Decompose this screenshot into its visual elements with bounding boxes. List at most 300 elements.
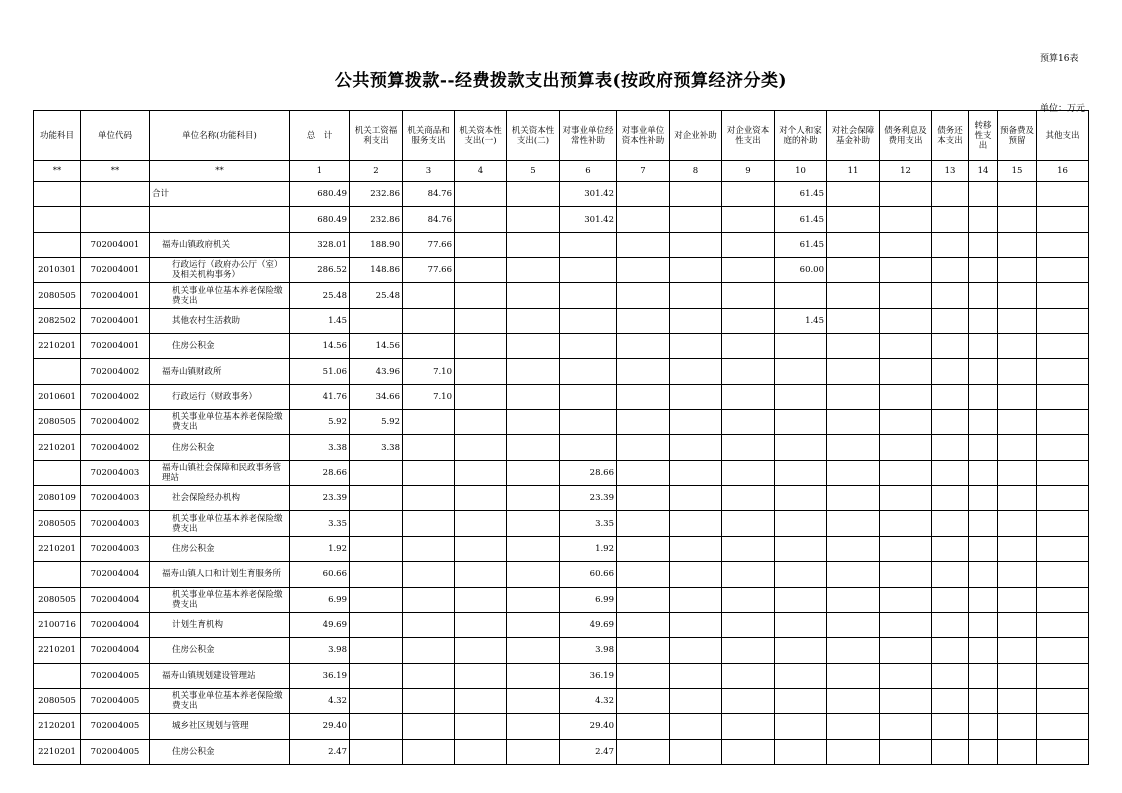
- reserve-cell: [998, 739, 1037, 764]
- function-code-cell: [34, 207, 81, 232]
- unit-code-cell: 702004004: [81, 562, 150, 587]
- institution-subsidy-cell: [560, 359, 617, 384]
- debt-principal-cell: [932, 486, 969, 511]
- unit-code-cell: 702004005: [81, 714, 150, 739]
- enterprise-capital-cell: [722, 739, 775, 764]
- column-index: 16: [1037, 161, 1089, 182]
- debt-interest-cell: [880, 258, 932, 283]
- header-row: [34, 111, 1089, 161]
- social-security-cell: [827, 562, 880, 587]
- wage-welfare-cell: [350, 486, 403, 511]
- unit-name-cell: 福寿山镇社会保障和民政事务管理站: [150, 460, 290, 485]
- function-code-cell: 2120201: [34, 714, 81, 739]
- budget-table: [33, 110, 1089, 765]
- debt-principal-cell: [932, 638, 969, 663]
- capital-1-cell: [455, 232, 507, 257]
- unit-code-cell: [81, 207, 150, 232]
- total-cell: 1.45: [290, 308, 350, 333]
- wage-welfare-cell: 188.90: [350, 232, 403, 257]
- social-security-cell: [827, 258, 880, 283]
- social-security-cell: [827, 511, 880, 536]
- enterprise-capital-cell: [722, 308, 775, 333]
- table-row: [34, 384, 1089, 409]
- reserve-cell: [998, 562, 1037, 587]
- unit-name-cell: 城乡社区规划与管理: [150, 714, 290, 739]
- unit-name-cell: 机关事业单位基本养老保险缴费支出: [150, 587, 290, 612]
- unit-code-cell: 702004001: [81, 308, 150, 333]
- unit-code-cell: 702004004: [81, 638, 150, 663]
- total-cell: 680.49: [290, 182, 350, 207]
- column-index: 8: [670, 161, 722, 182]
- enterprise-subsidy-cell: [670, 612, 722, 637]
- capital-1-cell: [455, 258, 507, 283]
- table-row: [34, 688, 1089, 713]
- institution-subsidy-cell: 1.92: [560, 536, 617, 561]
- transfer-cell: [969, 334, 998, 359]
- personal-subsidy-cell: [775, 562, 827, 587]
- enterprise-subsidy-cell: [670, 688, 722, 713]
- enterprise-capital-cell: [722, 232, 775, 257]
- unit-code-cell: 702004005: [81, 688, 150, 713]
- function-code-cell: 2010601: [34, 384, 81, 409]
- form-number: 预算16表: [1040, 54, 1079, 64]
- debt-principal-cell: [932, 612, 969, 637]
- enterprise-subsidy-cell: [670, 410, 722, 435]
- goods-services-cell: [403, 714, 455, 739]
- institution-subsidy-cell: 49.69: [560, 612, 617, 637]
- unit-code-cell: 702004001: [81, 258, 150, 283]
- wage-welfare-cell: [350, 663, 403, 688]
- total-cell: 60.66: [290, 562, 350, 587]
- capital-1-cell: [455, 688, 507, 713]
- wage-welfare-cell: [350, 587, 403, 612]
- social-security-cell: [827, 460, 880, 485]
- personal-subsidy-cell: [775, 410, 827, 435]
- capital-1-cell: [455, 638, 507, 663]
- capital-1-cell: [455, 410, 507, 435]
- column-header: 对社会保障基金补助: [827, 111, 880, 161]
- unit-name-cell: 机关事业单位基本养老保险缴费支出: [150, 688, 290, 713]
- function-code-cell: 2210201: [34, 739, 81, 764]
- function-code-cell: 2210201: [34, 334, 81, 359]
- institution-capital-cell: [617, 207, 670, 232]
- enterprise-capital-cell: [722, 612, 775, 637]
- goods-services-cell: [403, 739, 455, 764]
- reserve-cell: [998, 308, 1037, 333]
- personal-subsidy-cell: [775, 688, 827, 713]
- column-index: 6: [560, 161, 617, 182]
- transfer-cell: [969, 612, 998, 637]
- debt-interest-cell: [880, 612, 932, 637]
- personal-subsidy-cell: [775, 359, 827, 384]
- unit-name-cell: 住房公积金: [150, 334, 290, 359]
- capital-2-cell: [507, 359, 560, 384]
- capital-1-cell: [455, 283, 507, 308]
- total-cell: 3.35: [290, 511, 350, 536]
- capital-2-cell: [507, 714, 560, 739]
- debt-interest-cell: [880, 663, 932, 688]
- total-cell: 3.98: [290, 638, 350, 663]
- enterprise-capital-cell: [722, 359, 775, 384]
- capital-2-cell: [507, 739, 560, 764]
- reserve-cell: [998, 182, 1037, 207]
- other-cell: [1037, 308, 1089, 333]
- transfer-cell: [969, 739, 998, 764]
- debt-interest-cell: [880, 536, 932, 561]
- capital-2-cell: [507, 207, 560, 232]
- function-code-cell: 2080505: [34, 688, 81, 713]
- other-cell: [1037, 460, 1089, 485]
- goods-services-cell: 77.66: [403, 258, 455, 283]
- function-code-cell: 2210201: [34, 638, 81, 663]
- other-cell: [1037, 384, 1089, 409]
- table-row: [34, 663, 1089, 688]
- reserve-cell: [998, 511, 1037, 536]
- social-security-cell: [827, 663, 880, 688]
- column-header: 对企业补助: [670, 111, 722, 161]
- enterprise-capital-cell: [722, 587, 775, 612]
- table-row: [34, 232, 1089, 257]
- enterprise-capital-cell: [722, 283, 775, 308]
- reserve-cell: [998, 359, 1037, 384]
- social-security-cell: [827, 283, 880, 308]
- enterprise-capital-cell: [722, 384, 775, 409]
- unit-code-cell: 702004003: [81, 536, 150, 561]
- total-cell: 2.47: [290, 739, 350, 764]
- institution-capital-cell: [617, 182, 670, 207]
- institution-capital-cell: [617, 308, 670, 333]
- debt-principal-cell: [932, 207, 969, 232]
- unit-code-cell: 702004005: [81, 739, 150, 764]
- column-index: 9: [722, 161, 775, 182]
- institution-subsidy-cell: [560, 283, 617, 308]
- capital-1-cell: [455, 714, 507, 739]
- debt-principal-cell: [932, 410, 969, 435]
- institution-capital-cell: [617, 359, 670, 384]
- reserve-cell: [998, 638, 1037, 663]
- table-row: [34, 182, 1089, 207]
- enterprise-subsidy-cell: [670, 638, 722, 663]
- capital-1-cell: [455, 460, 507, 485]
- table-row: [34, 283, 1089, 308]
- debt-interest-cell: [880, 207, 932, 232]
- institution-capital-cell: [617, 612, 670, 637]
- column-index: 2: [350, 161, 403, 182]
- column-index: 10: [775, 161, 827, 182]
- debt-principal-cell: [932, 258, 969, 283]
- enterprise-subsidy-cell: [670, 714, 722, 739]
- column-header: 总 计: [290, 111, 350, 161]
- goods-services-cell: 84.76: [403, 182, 455, 207]
- enterprise-capital-cell: [722, 688, 775, 713]
- institution-subsidy-cell: 3.35: [560, 511, 617, 536]
- column-index: **: [34, 161, 81, 182]
- reserve-cell: [998, 232, 1037, 257]
- function-code-cell: 2080505: [34, 587, 81, 612]
- wage-welfare-cell: [350, 308, 403, 333]
- unit-code-cell: 702004001: [81, 334, 150, 359]
- debt-interest-cell: [880, 587, 932, 612]
- enterprise-subsidy-cell: [670, 207, 722, 232]
- total-cell: 328.01: [290, 232, 350, 257]
- capital-2-cell: [507, 460, 560, 485]
- debt-interest-cell: [880, 486, 932, 511]
- debt-principal-cell: [932, 562, 969, 587]
- transfer-cell: [969, 562, 998, 587]
- debt-interest-cell: [880, 384, 932, 409]
- goods-services-cell: [403, 410, 455, 435]
- transfer-cell: [969, 587, 998, 612]
- reserve-cell: [998, 283, 1037, 308]
- unit-code-cell: 702004004: [81, 612, 150, 637]
- column-header: 对企业资本性支出: [722, 111, 775, 161]
- total-cell: 5.92: [290, 410, 350, 435]
- unit-code-cell: 702004004: [81, 587, 150, 612]
- transfer-cell: [969, 359, 998, 384]
- unit-name-cell: 福寿山镇规划建设管理站: [150, 663, 290, 688]
- table-row: [34, 638, 1089, 663]
- wage-welfare-cell: 232.86: [350, 207, 403, 232]
- table-row: [34, 308, 1089, 333]
- table-row: [34, 258, 1089, 283]
- capital-2-cell: [507, 562, 560, 587]
- debt-principal-cell: [932, 511, 969, 536]
- goods-services-cell: [403, 460, 455, 485]
- other-cell: [1037, 232, 1089, 257]
- debt-principal-cell: [932, 359, 969, 384]
- unit-name-cell: 住房公积金: [150, 638, 290, 663]
- capital-2-cell: [507, 663, 560, 688]
- column-header: 转移性支出: [969, 111, 998, 161]
- function-code-cell: 2210201: [34, 435, 81, 460]
- institution-capital-cell: [617, 460, 670, 485]
- capital-1-cell: [455, 384, 507, 409]
- enterprise-subsidy-cell: [670, 739, 722, 764]
- reserve-cell: [998, 663, 1037, 688]
- institution-subsidy-cell: 60.66: [560, 562, 617, 587]
- institution-capital-cell: [617, 258, 670, 283]
- page-title: 公共预算拨款--经费拨款支出预算表(按政府预算经济分类): [334, 71, 788, 91]
- capital-1-cell: [455, 486, 507, 511]
- table-row: [34, 334, 1089, 359]
- reserve-cell: [998, 486, 1037, 511]
- personal-subsidy-cell: 1.45: [775, 308, 827, 333]
- other-cell: [1037, 688, 1089, 713]
- function-code-cell: [34, 359, 81, 384]
- capital-1-cell: [455, 663, 507, 688]
- total-cell: 3.38: [290, 435, 350, 460]
- unit-name-cell: 机关事业单位基本养老保险缴费支出: [150, 283, 290, 308]
- other-cell: [1037, 182, 1089, 207]
- institution-subsidy-cell: [560, 258, 617, 283]
- table-row: [34, 207, 1089, 232]
- personal-subsidy-cell: [775, 511, 827, 536]
- function-code-cell: [34, 663, 81, 688]
- debt-principal-cell: [932, 232, 969, 257]
- social-security-cell: [827, 612, 880, 637]
- transfer-cell: [969, 207, 998, 232]
- personal-subsidy-cell: [775, 536, 827, 561]
- capital-1-cell: [455, 334, 507, 359]
- wage-welfare-cell: [350, 612, 403, 637]
- personal-subsidy-cell: [775, 587, 827, 612]
- debt-interest-cell: [880, 283, 932, 308]
- index-row: [34, 161, 1089, 182]
- social-security-cell: [827, 587, 880, 612]
- transfer-cell: [969, 258, 998, 283]
- total-cell: 680.49: [290, 207, 350, 232]
- enterprise-capital-cell: [722, 207, 775, 232]
- other-cell: [1037, 435, 1089, 460]
- other-cell: [1037, 359, 1089, 384]
- reserve-cell: [998, 688, 1037, 713]
- total-cell: 4.32: [290, 688, 350, 713]
- transfer-cell: [969, 638, 998, 663]
- table-row: [34, 486, 1089, 511]
- institution-subsidy-cell: 3.98: [560, 638, 617, 663]
- debt-principal-cell: [932, 460, 969, 485]
- institution-capital-cell: [617, 384, 670, 409]
- debt-principal-cell: [932, 334, 969, 359]
- unit-name-cell: 行政运行（政府办公厅（室）及相关机构事务）: [150, 258, 290, 283]
- transfer-cell: [969, 384, 998, 409]
- unit-code-cell: 702004002: [81, 435, 150, 460]
- unit-name-cell: 行政运行（财政事务）: [150, 384, 290, 409]
- debt-interest-cell: [880, 410, 932, 435]
- total-cell: 36.19: [290, 663, 350, 688]
- capital-2-cell: [507, 536, 560, 561]
- enterprise-capital-cell: [722, 258, 775, 283]
- column-index: 15: [998, 161, 1037, 182]
- enterprise-subsidy-cell: [670, 182, 722, 207]
- transfer-cell: [969, 410, 998, 435]
- column-index: 7: [617, 161, 670, 182]
- goods-services-cell: [403, 536, 455, 561]
- debt-principal-cell: [932, 182, 969, 207]
- social-security-cell: [827, 486, 880, 511]
- enterprise-capital-cell: [722, 562, 775, 587]
- goods-services-cell: 7.10: [403, 384, 455, 409]
- column-index: 5: [507, 161, 560, 182]
- wage-welfare-cell: [350, 739, 403, 764]
- capital-1-cell: [455, 739, 507, 764]
- institution-subsidy-cell: [560, 232, 617, 257]
- goods-services-cell: [403, 562, 455, 587]
- capital-2-cell: [507, 587, 560, 612]
- personal-subsidy-cell: [775, 283, 827, 308]
- social-security-cell: [827, 688, 880, 713]
- unit-name-cell: 福寿山镇政府机关: [150, 232, 290, 257]
- institution-capital-cell: [617, 486, 670, 511]
- institution-capital-cell: [617, 536, 670, 561]
- column-header: 对事业单位经常性补助: [560, 111, 617, 161]
- transfer-cell: [969, 511, 998, 536]
- function-code-cell: 2082502: [34, 308, 81, 333]
- function-code-cell: [34, 232, 81, 257]
- goods-services-cell: [403, 663, 455, 688]
- enterprise-capital-cell: [722, 511, 775, 536]
- institution-subsidy-cell: 301.42: [560, 182, 617, 207]
- capital-2-cell: [507, 612, 560, 637]
- debt-interest-cell: [880, 232, 932, 257]
- table-row: [34, 739, 1089, 764]
- enterprise-subsidy-cell: [670, 384, 722, 409]
- personal-subsidy-cell: [775, 384, 827, 409]
- wage-welfare-cell: [350, 511, 403, 536]
- function-code-cell: 2100716: [34, 612, 81, 637]
- debt-interest-cell: [880, 511, 932, 536]
- goods-services-cell: [403, 283, 455, 308]
- function-code-cell: 2080505: [34, 511, 81, 536]
- personal-subsidy-cell: 61.45: [775, 232, 827, 257]
- debt-principal-cell: [932, 663, 969, 688]
- unit-name-cell: 机关事业单位基本养老保险缴费支出: [150, 511, 290, 536]
- capital-1-cell: [455, 207, 507, 232]
- enterprise-capital-cell: [722, 435, 775, 460]
- total-cell: 51.06: [290, 359, 350, 384]
- total-cell: 23.39: [290, 486, 350, 511]
- personal-subsidy-cell: [775, 460, 827, 485]
- reserve-cell: [998, 536, 1037, 561]
- total-cell: 25.48: [290, 283, 350, 308]
- institution-subsidy-cell: 36.19: [560, 663, 617, 688]
- capital-2-cell: [507, 232, 560, 257]
- total-cell: 6.99: [290, 587, 350, 612]
- transfer-cell: [969, 435, 998, 460]
- institution-subsidy-cell: [560, 334, 617, 359]
- debt-interest-cell: [880, 334, 932, 359]
- capital-2-cell: [507, 384, 560, 409]
- wage-welfare-cell: [350, 638, 403, 663]
- debt-interest-cell: [880, 638, 932, 663]
- debt-interest-cell: [880, 688, 932, 713]
- capital-1-cell: [455, 308, 507, 333]
- unit-code-cell: 702004001: [81, 232, 150, 257]
- column-header: 债务还本支出: [932, 111, 969, 161]
- institution-capital-cell: [617, 663, 670, 688]
- unit-name-cell: 福寿山镇人口和计划生育服务所: [150, 562, 290, 587]
- debt-principal-cell: [932, 536, 969, 561]
- enterprise-subsidy-cell: [670, 359, 722, 384]
- institution-subsidy-cell: [560, 410, 617, 435]
- wage-welfare-cell: 5.92: [350, 410, 403, 435]
- other-cell: [1037, 536, 1089, 561]
- personal-subsidy-cell: [775, 663, 827, 688]
- other-cell: [1037, 486, 1089, 511]
- other-cell: [1037, 562, 1089, 587]
- unit-name-cell: 福寿山镇财政所: [150, 359, 290, 384]
- enterprise-subsidy-cell: [670, 536, 722, 561]
- institution-capital-cell: [617, 562, 670, 587]
- unit-name-cell: 社会保险经办机构: [150, 486, 290, 511]
- table-row: [34, 460, 1089, 485]
- column-index: 3: [403, 161, 455, 182]
- debt-interest-cell: [880, 308, 932, 333]
- goods-services-cell: 7.10: [403, 359, 455, 384]
- social-security-cell: [827, 207, 880, 232]
- wage-welfare-cell: [350, 460, 403, 485]
- transfer-cell: [969, 283, 998, 308]
- institution-capital-cell: [617, 511, 670, 536]
- column-index: 11: [827, 161, 880, 182]
- debt-interest-cell: [880, 714, 932, 739]
- transfer-cell: [969, 536, 998, 561]
- institution-capital-cell: [617, 283, 670, 308]
- unit-name-cell: 其他农村生活救助: [150, 308, 290, 333]
- wage-welfare-cell: [350, 688, 403, 713]
- table-row: [34, 714, 1089, 739]
- unit-label: 单位：万元: [1040, 104, 1086, 114]
